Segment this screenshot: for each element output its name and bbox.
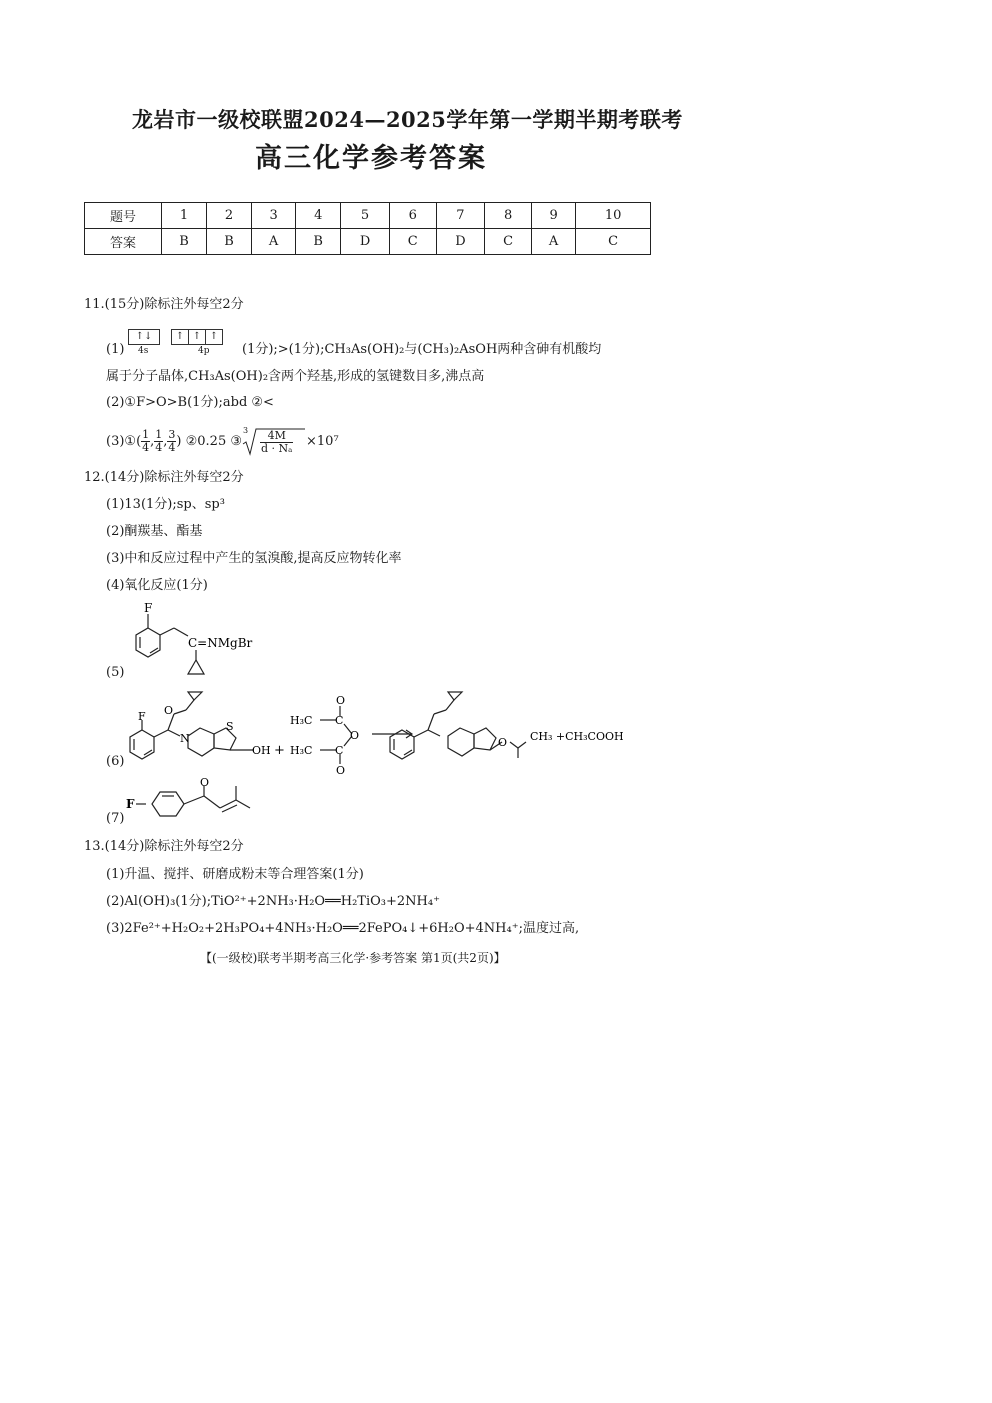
table-row-numbers [85, 203, 651, 229]
orbital-cell: ↑ ↑ ↑ [171, 329, 223, 345]
table-cell: D [436, 229, 485, 255]
table-cell: B [162, 229, 207, 255]
product-tail: CH₃ +CH₃COOH [530, 730, 624, 743]
table-cell: B [296, 229, 341, 255]
q13-p2: (2)Al(OH)₃(1分);TiO²⁺+2NH₃·H₂O══H₂TiO₃+2NH₄⁺ [106, 894, 440, 909]
orbital-4p-label: 4p [198, 346, 210, 356]
table-cell: 1 [162, 203, 207, 229]
fraction: $\frac{4M}{\text{d · Nₐ}}$ [261, 428, 293, 455]
table-cell: C [485, 229, 532, 255]
q12-p7-label: (7) [106, 811, 125, 826]
table-cell: B [206, 229, 251, 255]
table-cell: 9 [531, 203, 575, 229]
oxygen-label: O [336, 694, 346, 707]
sulfur-label: S [226, 720, 234, 733]
table-cell: A [251, 229, 295, 255]
q12-p1: (1)13(1分);sp、sp³ [106, 497, 225, 512]
nitrogen-label: N [180, 732, 190, 745]
table-cell: 10 [576, 203, 651, 229]
table-cell: 2 [206, 203, 251, 229]
fluorine-label: F [126, 797, 135, 811]
table-cell: 5 [341, 203, 390, 229]
q11-heading: 11.(15分)除标注外每空2分 [84, 297, 244, 312]
q12-p3: (3)中和反应过程中产生的氢溴酸,提高反应物转化率 [106, 551, 402, 566]
q12-p4: (4)氧化反应(1分) [106, 578, 208, 593]
orbital-cell: ↑↓ [128, 329, 160, 345]
methyl-label: H₃C [290, 744, 313, 757]
page-footer: 【(一级校)联考半期考高三化学·参考答案 第1页(共2页)】 [200, 951, 506, 965]
exam-title: 龙岩市一级校联盟2024—2025学年第一学期半期考联考 [132, 107, 683, 132]
q11-p1-text: (1分);>(1分);CH₃As(OH)₂与(CH₃)₂AsOH两种含砷有机酸均 [242, 342, 602, 357]
orbital-4s-label: 4s [138, 346, 149, 356]
structure-5-diagram [124, 600, 274, 684]
table-cell: 6 [389, 203, 436, 229]
oxygen-label: O [200, 778, 210, 789]
ester-oxygen-label: O [498, 736, 508, 749]
q11-p1-label: (1) [106, 342, 125, 357]
row-label-number: 题号 [85, 203, 162, 229]
hydroxyl-label: OH [252, 744, 271, 757]
oxygen-label: O [350, 729, 360, 742]
q11-p3-suffix: ×10⁷ [306, 434, 339, 449]
table-cell: 4 [296, 203, 341, 229]
table-cell: 7 [436, 203, 485, 229]
q11-p3-mid: ) ②0.25 ③ [176, 434, 243, 449]
q13-heading: 13.(14分)除标注外每空2分 [84, 839, 244, 854]
q12-p5-label: (5) [106, 665, 125, 680]
answer-key-title: 高三化学参考答案 [255, 143, 487, 174]
cube-root-expression [242, 427, 306, 457]
root-index: 3 [243, 425, 249, 435]
structure-5-group: C=NMgBr [188, 636, 253, 650]
q12-p2: (2)酮羰基、酯基 [106, 524, 203, 539]
q13-p3: (3)2Fe²⁺+H₂O₂+2H₃PO₄+4NH₃·H₂O══2FePO₄↓+6H₂O+4NH₄⁺;温度过高, [106, 921, 580, 936]
methyl-label: H₃C [290, 714, 313, 727]
fluorine-label: F [138, 710, 146, 723]
q11-p3-prefix: (3)①( [106, 434, 142, 449]
q12-heading: 12.(14分)除标注外每空2分 [84, 470, 244, 485]
carbon-label: C [335, 714, 344, 727]
q11-p2: (2)①F>O>B(1分);abd ②< [106, 395, 274, 410]
table-cell: C [389, 229, 436, 255]
answer-table [84, 202, 651, 255]
reaction-6-diagram [122, 690, 632, 774]
fluorine-label: F [144, 601, 153, 615]
fraction: $\frac{1}{4}$ [142, 428, 150, 454]
carbon-label: C [335, 744, 344, 757]
structure-7-diagram [124, 778, 284, 826]
q11-p3: (3)①( $\frac{1}{4}$ , $\frac{1}{4}$ , $\frac{3}{4}$ ) ②0.25 ③ 3 $\frac{4M}{\text{d · Nₐ}}$ ×10⁷ [106, 426, 339, 458]
table-cell: 8 [485, 203, 532, 229]
q11-p1-text2: 属于分子晶体,CH₃As(OH)₂含两个羟基,形成的氢键数目多,沸点高 [106, 369, 485, 384]
fraction: $\frac{3}{4}$ [168, 428, 176, 454]
table-cell: C [576, 229, 651, 255]
fraction: $\frac{1}{4}$ [155, 428, 163, 454]
row-label-answer: 答案 [85, 229, 162, 255]
orbital-4p-box [171, 326, 223, 345]
oxygen-label: O [336, 764, 346, 774]
table-cell: A [531, 229, 575, 255]
oxygen-label: O [164, 704, 174, 717]
q12-p6-label: (6) [106, 754, 125, 769]
table-row-answers [85, 229, 651, 255]
table-cell: D [341, 229, 390, 255]
q13-p1: (1)升温、搅拌、研磨成粉末等合理答案(1分) [106, 867, 364, 882]
plus-sign: + [274, 743, 285, 758]
table-cell: 3 [251, 203, 295, 229]
